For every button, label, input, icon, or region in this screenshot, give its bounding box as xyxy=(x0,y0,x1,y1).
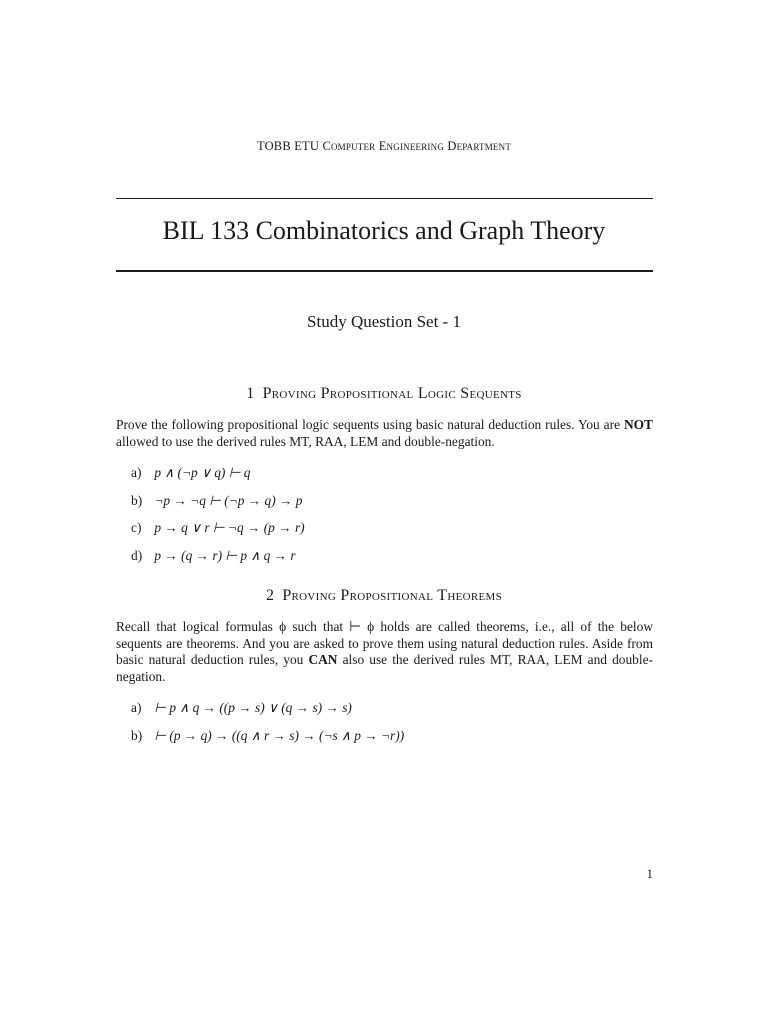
problem-item xyxy=(131,465,305,493)
section-1-paragraph xyxy=(116,417,653,450)
title-top-rule xyxy=(116,198,653,199)
section-2-paragraph-text-end: also use the derived rules MT, RAA, LEM and double-negation. xyxy=(116,652,654,684)
section-2-emphasis: CAN xyxy=(308,652,338,667)
problem-item xyxy=(131,493,305,521)
problem-label: a) xyxy=(131,465,142,480)
section-1-title: Proving Propositional Logic Sequents xyxy=(262,385,522,402)
problem-sequent: ¬p → ¬q ⊢ (¬p → q) → p xyxy=(154,492,303,508)
section-2-paragraph xyxy=(116,619,653,685)
problem-sequent: p → (q → r) ⊢ p ∧ q → r xyxy=(154,547,296,563)
section-2-number: 2 xyxy=(266,587,275,604)
section-1-paragraph-text-end: allowed to use the derived rules MT, RAA, LEM and double-negation. xyxy=(116,433,495,449)
department-header xyxy=(0,139,768,154)
problem-item xyxy=(131,520,305,548)
section-1-heading xyxy=(0,385,768,403)
problem-item xyxy=(131,700,404,728)
problem-item xyxy=(131,548,305,576)
section-1-emphasis: NOT xyxy=(623,417,653,432)
question-set-subtitle: Study Question Set - 1 xyxy=(307,312,461,331)
department-name: Computer Engineering Department xyxy=(322,139,512,153)
problem-label: b) xyxy=(131,727,143,743)
section-2-heading xyxy=(0,587,768,605)
problem-label: c) xyxy=(131,520,142,535)
section-2-paragraph-text: Recall that logical formulas ϕ such that ⊢ ϕ holds are called theorems, i.e., all of the below sequents are theorems. And you are asked to prove them using natural deduction rules. Aside from basic natural deduction rules, you xyxy=(116,619,653,667)
section-1-paragraph-text: Prove the following propositional logic sequents using basic natural deduction rules. You are xyxy=(116,417,624,432)
title-bottom-rule xyxy=(116,270,653,272)
problem-sequent: p ∧ (¬p ∨ q) ⊢ q xyxy=(154,465,251,480)
page-number: 1 xyxy=(646,866,653,881)
problem-theorem: ⊢ p ∧ q → ((p → s) ∨ (q → s) → s) xyxy=(154,700,352,715)
section-1-problem-list xyxy=(131,465,305,575)
section-1-number: 1 xyxy=(246,385,255,402)
problem-label: d) xyxy=(131,547,143,563)
problem-item xyxy=(131,728,404,756)
section-2-title: Proving Propositional Theorems xyxy=(282,587,502,604)
problem-label: a) xyxy=(131,700,142,715)
course-title: BIL 133 Combinatorics and Graph Theory xyxy=(162,216,606,245)
section-2-problem-list xyxy=(131,700,404,755)
problem-label: b) xyxy=(131,492,143,508)
department-prefix: TOBB ETU xyxy=(256,139,323,153)
problem-theorem: ⊢ (p → q) → ((q ∧ r → s) → (¬s ∧ p → ¬r)) xyxy=(154,727,405,743)
problem-sequent: p → q ∨ r ⊢ ¬q → (p → r) xyxy=(154,520,305,535)
